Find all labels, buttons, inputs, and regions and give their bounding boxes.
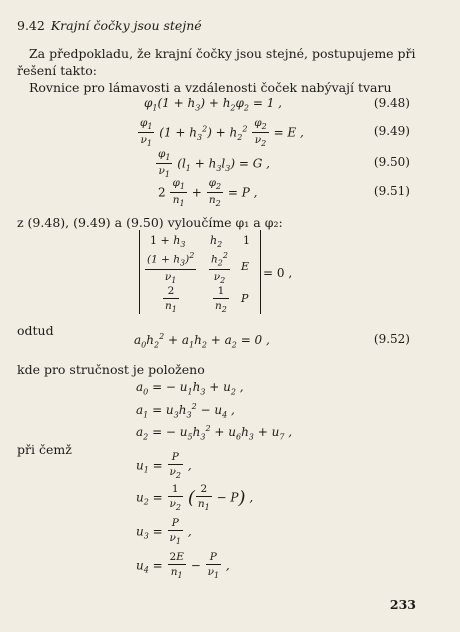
- equation-9-52: $a_0h_2^2 + a_1h_2 + a_2 = 0$ ,: [134, 332, 270, 350]
- determinant: $1 + h_3$ $h_2$ 1 $\frac{(1 + h_3)^2}{\nu_1}$ $\frac{h_2^2}{\nu_2}$ E $\frac{2}{n_1}$ $\frac{1}{n_2}$ P: [139, 230, 261, 314]
- equation-9-49: $\frac{\varphi_1}{\nu_1}$ $(1 + h_3^2) + h_2^2$ $\frac{\varphi_2}{\nu_2}$ = E ,: [140, 117, 304, 149]
- eqno-9-52: (9.52): [373, 332, 410, 346]
- paragraph-intro: Za předpokladu, že krajní čočky jsou stejné, postupujeme při řešení takto:: [17, 46, 416, 78]
- paragraph-whereby: při čemž: [17, 442, 72, 457]
- equation-a2: $a_2$ = − $u_5h_3^2 + u_6h_3 + u_7$ ,: [136, 424, 293, 442]
- paragraph-where: kde pro stručnost je položeno: [17, 362, 205, 377]
- equation-a1: $a_1 = u_3h_3^2 - u_4$ ,: [136, 402, 235, 420]
- eqno-9-51: (9.51): [373, 184, 410, 198]
- page-number: 233: [389, 597, 416, 612]
- section-number: 9.42: [17, 18, 45, 33]
- paragraph-equations-intro: Rovnice pro lámavosti a vzdálenosti čoček nabývají tvaru: [29, 80, 392, 95]
- paragraph-eliminate: z (9.48), (9.49) a (9.50) vyloučíme φ₁ a φ₂:: [17, 215, 283, 230]
- equation-u1: $u_1$ = $\frac{P}{\nu_2}$ ,: [136, 451, 192, 480]
- section-heading: [17, 18, 202, 33]
- equation-9-50: $\frac{\varphi_1}{\nu_1}$ $(l_1 + h_3l_3) = G$ ,: [158, 148, 270, 180]
- paragraph-hence: odtud: [17, 323, 54, 338]
- equation-9-51: 2 $\frac{\varphi_1}{n_1}$ + $\frac{\varphi_2}{n_2}$ = P ,: [158, 177, 258, 209]
- equation-9-48: $\varphi_1(1 + h_3) + h_2\varphi_2 = 1$ ,: [144, 96, 282, 113]
- eqno-9-48: (9.48): [373, 96, 410, 110]
- section-title: Krajní čočky jsou stejné: [50, 18, 202, 33]
- determinant-equals-zero: = 0 ,: [263, 266, 293, 280]
- eqno-9-49: (9.49): [373, 124, 410, 138]
- equation-u2: $u_2$ = $\frac{1}{\nu_2}$ ( $\frac{2}{n_1}$ − P) ,: [136, 483, 254, 512]
- equation-u4: $u_4$ = $\frac{2E}{n_1}$ − $\frac{P}{\nu_1}$ ,: [136, 551, 230, 580]
- equation-u3: $u_3$ = $\frac{P}{\nu_1}$ ,: [136, 517, 192, 546]
- equation-a0: $a_0$ = − $u_1h_3 + u_2$ ,: [136, 380, 244, 397]
- eqno-9-50: (9.50): [373, 155, 410, 169]
